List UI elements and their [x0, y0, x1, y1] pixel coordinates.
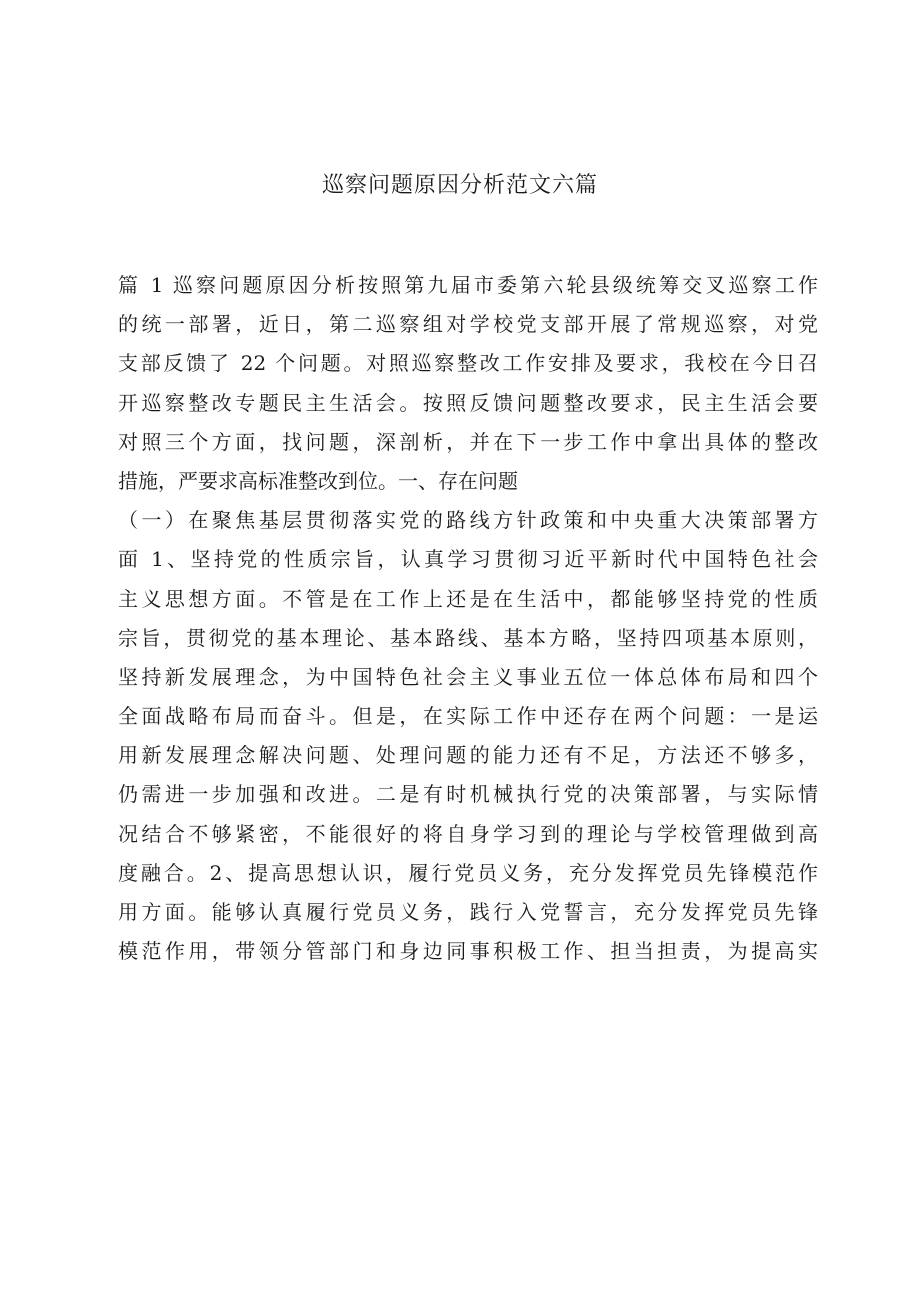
body-line: 措施，严要求高标准整改到位。一、存在问题	[118, 468, 518, 493]
body-line: （一）在聚焦基层贯彻落实党的路线方针政策和中央重大决策部署方	[118, 508, 818, 533]
body-line: 况结合不够紧密，不能很好的将自身学习到的理论与学校管理做到高	[118, 821, 818, 846]
body-line: 对照三个方面，找问题，深剖析，并在下一步工作中拿出具体的整改	[118, 429, 818, 454]
body-line: 支部反馈了 22 个问题。对照巡察整改工作安排及要求，我校在今日召	[118, 351, 818, 376]
body-line: 的统一部署，近日，第二巡察组对学校党支部开展了常规巡察，对党	[118, 312, 818, 337]
body-line: 宗旨，贯彻党的基本理论、基本路线、基本方略，坚持四项基本原则，	[118, 625, 818, 650]
body-line: 主义思想方面。不管是在工作上还是在生活中，都能够坚持党的性质	[118, 586, 818, 611]
document-body	[118, 266, 818, 971]
body-line: 模范作用，带领分管部门和身边同事积极工作、担当担责，为提高实	[118, 939, 818, 964]
body-line: 全面战略布局而奋斗。但是，在实际工作中还存在两个问题：一是运	[118, 704, 818, 729]
body-line: 度融合。2、提高思想认识，履行党员义务，充分发挥党员先锋模范作	[118, 860, 818, 885]
body-line: 用方面。能够认真履行党员义务，践行入党誓言，充分发挥党员先锋	[118, 900, 818, 924]
body-line: 篇 1 巡察问题原因分析按照第九届市委第六轮县级统筹交叉巡察工作	[118, 273, 818, 297]
document-title: 巡察问题原因分析范文六篇	[321, 173, 598, 198]
body-line: 坚持新发展理念，为中国特色社会主义事业五位一体总体布局和四个	[118, 664, 818, 689]
body-line: 仍需进一步加强和改进。二是有时机械执行党的决策部署，与实际情	[118, 782, 818, 807]
body-line: 面 1、坚持党的性质宗旨，认真学习贯彻习近平新时代中国特色社会	[118, 547, 818, 572]
body-line: 用新发展理念解决问题、处理问题的能力还有不足，方法还不够多，	[118, 743, 818, 768]
body-line: 开巡察整改专题民主生活会。按照反馈问题整改要求，民主生活会要	[118, 390, 818, 415]
